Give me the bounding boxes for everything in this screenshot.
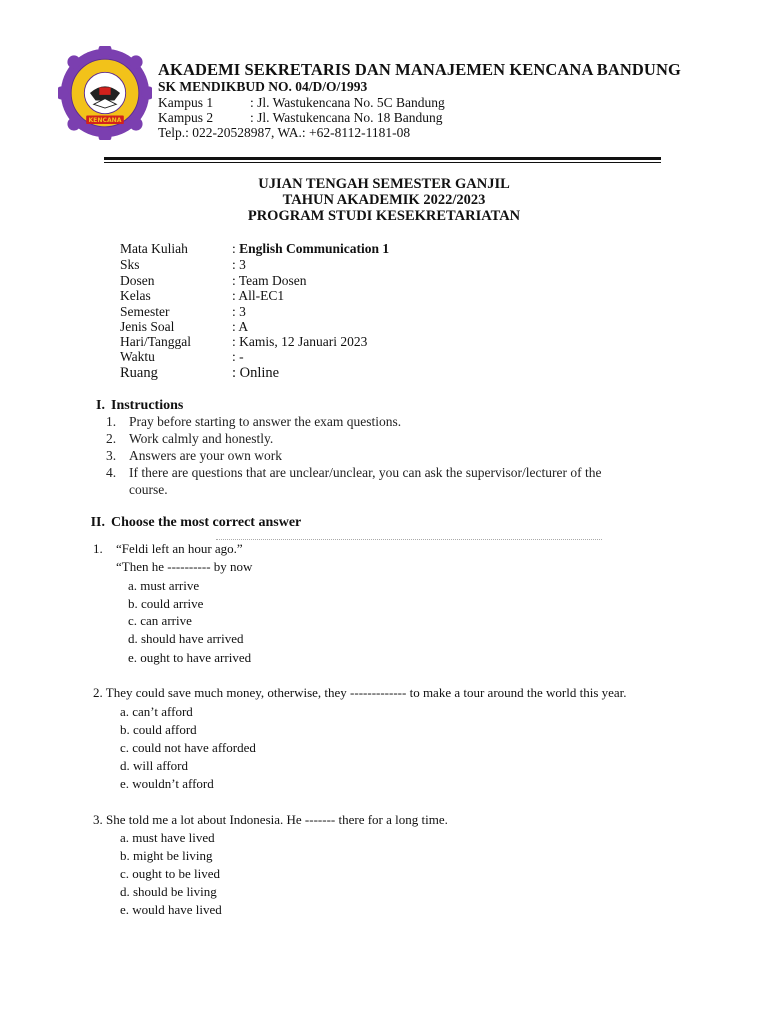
section-title: Choose the most correct answer: [111, 515, 302, 530]
info-value: : A: [232, 319, 249, 334]
section-number: I.: [96, 398, 105, 413]
instruction-item: [106, 448, 696, 466]
question-1-number: 1.: [93, 541, 103, 556]
info-value: : Team Dosen: [232, 273, 307, 288]
contact-line: Telp.: 022-20528987, WA.: +62-8112-1181-08: [158, 125, 411, 140]
instruction-text: Answers are your own work: [129, 448, 282, 463]
section-title: Instructions: [111, 398, 184, 413]
instruction-text: If there are questions that are unclear/unclear, you can ask the supervisor/lecturer of the: [129, 465, 602, 480]
question-2-option-e: e. wouldn’t afford: [120, 776, 214, 791]
question-3-option-d: d. should be living: [120, 884, 217, 899]
info-colon: :: [232, 241, 240, 256]
question-2-option-d: d. will afford: [120, 758, 188, 773]
logo-banner-text: KENCANA: [88, 117, 122, 125]
campus-2-label: Kampus 2: [158, 110, 214, 125]
info-key: Jenis Soal: [120, 319, 175, 334]
instruction-number: 1.: [106, 414, 117, 429]
info-row-jenis-soal: [120, 319, 248, 335]
info-key: Hari/Tanggal: [120, 334, 192, 349]
exam-title-3: PROGRAM STUDI KESEKRETARIATAN: [247, 208, 521, 224]
question-3-text: 3. She told me a lot about Indonesia. He ------- there for a long time.: [93, 812, 448, 827]
campus-2-address: : Jl. Wastukencana No. 18 Bandung: [250, 110, 443, 125]
info-row-semester: [120, 304, 246, 320]
instruction-text: Work calmly and honestly.: [129, 431, 274, 446]
info-key: Dosen: [120, 273, 155, 288]
question-1-line-1: “Feldi left an hour ago.”: [116, 541, 243, 556]
sk-number: SK MENDIKBUD NO. 04/D/O/1993: [158, 79, 368, 94]
question-2-text: 2. They could save much money, otherwise, they ------------- to make a tour around the world this year.: [93, 685, 627, 700]
question-1-option-c: c. can arrive: [128, 613, 192, 628]
info-row-hari-tanggal: [120, 334, 367, 350]
section-instructions-heading: [75, 398, 183, 414]
question-3-option-e: e. would have lived: [120, 902, 222, 917]
campus-1-address: : Jl. Wastukencana No. 5C Bandung: [250, 95, 445, 110]
question-2-option-b: b. could afford: [120, 722, 197, 737]
instruction-number: 4.: [106, 465, 117, 480]
question-2-option-a: a. can’t afford: [120, 704, 193, 719]
info-row-kelas: [120, 288, 284, 304]
info-value: : Kamis, 12 Januari 2023: [232, 334, 368, 349]
instruction-text: Pray before starting to answer the exam questions.: [129, 414, 402, 429]
campus-1-line: [158, 95, 445, 111]
info-row-waktu: [120, 349, 244, 365]
course-name: English Communication 1: [239, 241, 390, 256]
question-3-option-b: b. might be living: [120, 848, 213, 863]
info-key: Waktu: [120, 349, 155, 364]
instruction-number: 3.: [106, 448, 117, 463]
institution-logo: [58, 46, 152, 140]
info-row-dosen: [120, 273, 307, 289]
instruction-number: 2.: [106, 431, 117, 446]
exam-title-1: UJIAN TENGAH SEMESTER GANJIL: [258, 176, 510, 192]
campus-1-label: Kampus 1: [158, 95, 214, 110]
dotted-separator: [216, 539, 602, 540]
question-3-option-c: c. ought to be lived: [120, 866, 221, 881]
instruction-item: [106, 431, 696, 449]
instruction-item: [106, 414, 696, 432]
info-key: Mata Kuliah: [120, 241, 188, 256]
info-row-mata-kuliah: [120, 241, 389, 257]
info-key: Ruang: [120, 365, 158, 381]
info-value: : 3: [232, 257, 246, 272]
logo-flower-badge: [58, 46, 152, 140]
question-1-option-e: e. ought to have arrived: [128, 650, 252, 665]
info-key: Sks: [120, 257, 140, 272]
question-2-option-c: c. could not have afforded: [120, 740, 256, 755]
section-choice-heading: [75, 515, 301, 531]
question-1-line-2: “Then he ---------- by now: [116, 559, 253, 574]
instruction-continuation: course.: [129, 482, 168, 497]
section-number: II.: [90, 515, 105, 530]
question-1-option-a: a. must arrive: [128, 578, 200, 593]
campus-2-line: [158, 110, 443, 126]
question-3-option-a: a. must have lived: [120, 830, 215, 845]
info-key: Semester: [120, 304, 170, 319]
info-value: : Online: [232, 365, 280, 381]
info-row-ruang: [120, 365, 279, 382]
info-row-sks: [120, 257, 246, 273]
header-divider-thick: [104, 157, 661, 160]
info-value: : All-EC1: [232, 288, 285, 303]
question-1-option-b: b. could arrive: [128, 596, 204, 611]
info-value: : -: [232, 349, 244, 364]
exam-title-2: TAHUN AKADEMIK 2022/2023: [282, 192, 486, 208]
question-1-option-d: d. should have arrived: [128, 631, 244, 646]
institution-name: AKADEMI SEKRETARIS DAN MANAJEMEN KENCANA BANDUNG: [158, 60, 681, 79]
info-key: Kelas: [120, 288, 151, 303]
instruction-item: [106, 465, 706, 483]
header-divider-thin: [104, 162, 661, 163]
info-value: : 3: [232, 304, 246, 319]
